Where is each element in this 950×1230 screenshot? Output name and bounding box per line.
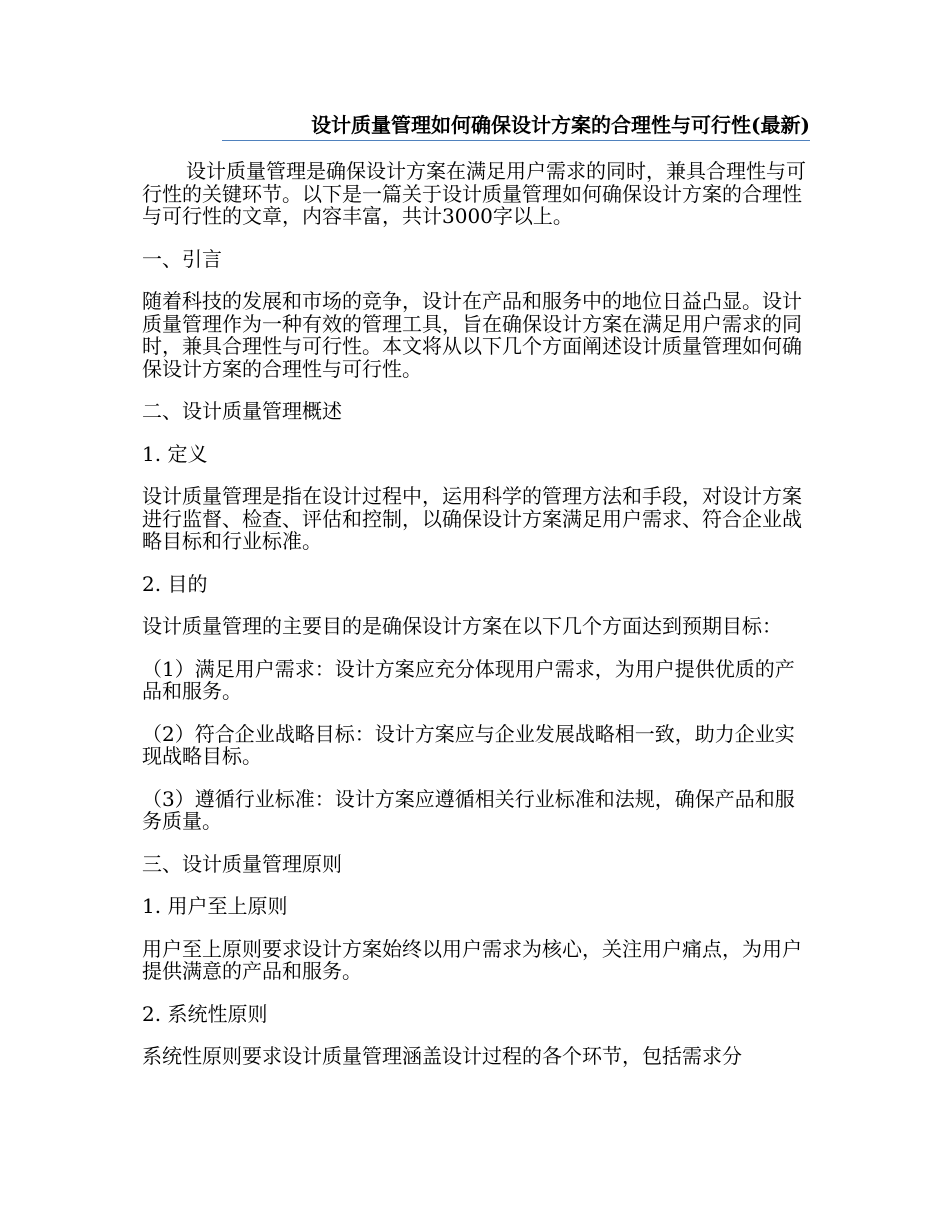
section-heading-introduction: 一、引言: [142, 246, 222, 271]
subheading-user-first: 1. 用户至上原则: [142, 894, 288, 918]
intro-paragraph: 设计质量管理是确保设计方案在满足用户需求的同时，兼具合理性与可行性的关键环节。以下是一篇关于设计质量管理如何确保设计方案的合理性与可行性的文章，内容丰富，共计3000字以上。: [142, 159, 806, 228]
list-item: （2）符合企业战略目标：设计方案应与企业发展战略相一致，助力企业实现战略目标。: [142, 721, 795, 768]
body-paragraph: 用户至上原则要求设计方案始终以用户需求为核心，关注用户痛点，为用户提供满意的产品和服务。: [142, 936, 802, 983]
subheading-systematic: 2. 系统性原则: [142, 1001, 268, 1026]
section-heading-overview: 二、设计质量管理概述: [142, 399, 342, 423]
body-paragraph: 随着科技的发展和市场的竞争，设计在产品和服务中的地位日益凸显。设计质量管理作为一种有效的管理工具，旨在确保设计方案在满足用户需求的同时，兼具合理性与可行性。本文将从以下几个方面阐述设计质量管理如何确保设计方案的合理性与可行性。: [142, 289, 802, 381]
document-body: [142, 160, 810, 1088]
subheading-purpose: 2. 目的: [142, 571, 208, 596]
document-title: 设计质量管理如何确保设计方案的合理性与可行性(最新): [222, 112, 810, 141]
body-paragraph: 设计质量管理是指在设计过程中，运用科学的管理方法和手段，对设计方案进行监督、检查、评估和控制，以确保设计方案满足用户需求、符合企业战略目标和行业标准。: [142, 484, 802, 553]
list-item: （3）遵循行业标准：设计方案应遵循相关行业标准和法规，确保产品和服务质量。: [142, 786, 795, 833]
body-paragraph: 系统性原则要求设计质量管理涵盖设计过程的各个环节，包括需求分: [142, 1044, 742, 1068]
subheading-definition: 1. 定义: [142, 441, 208, 466]
section-heading-principles: 三、设计质量管理原则: [142, 851, 342, 876]
list-item: （1）满足用户需求：设计方案应充分体现用户需求，为用户提供优质的产品和服务。: [142, 656, 795, 703]
body-paragraph: 设计质量管理的主要目的是确保设计方案在以下几个方面达到预期目标：: [142, 614, 782, 638]
